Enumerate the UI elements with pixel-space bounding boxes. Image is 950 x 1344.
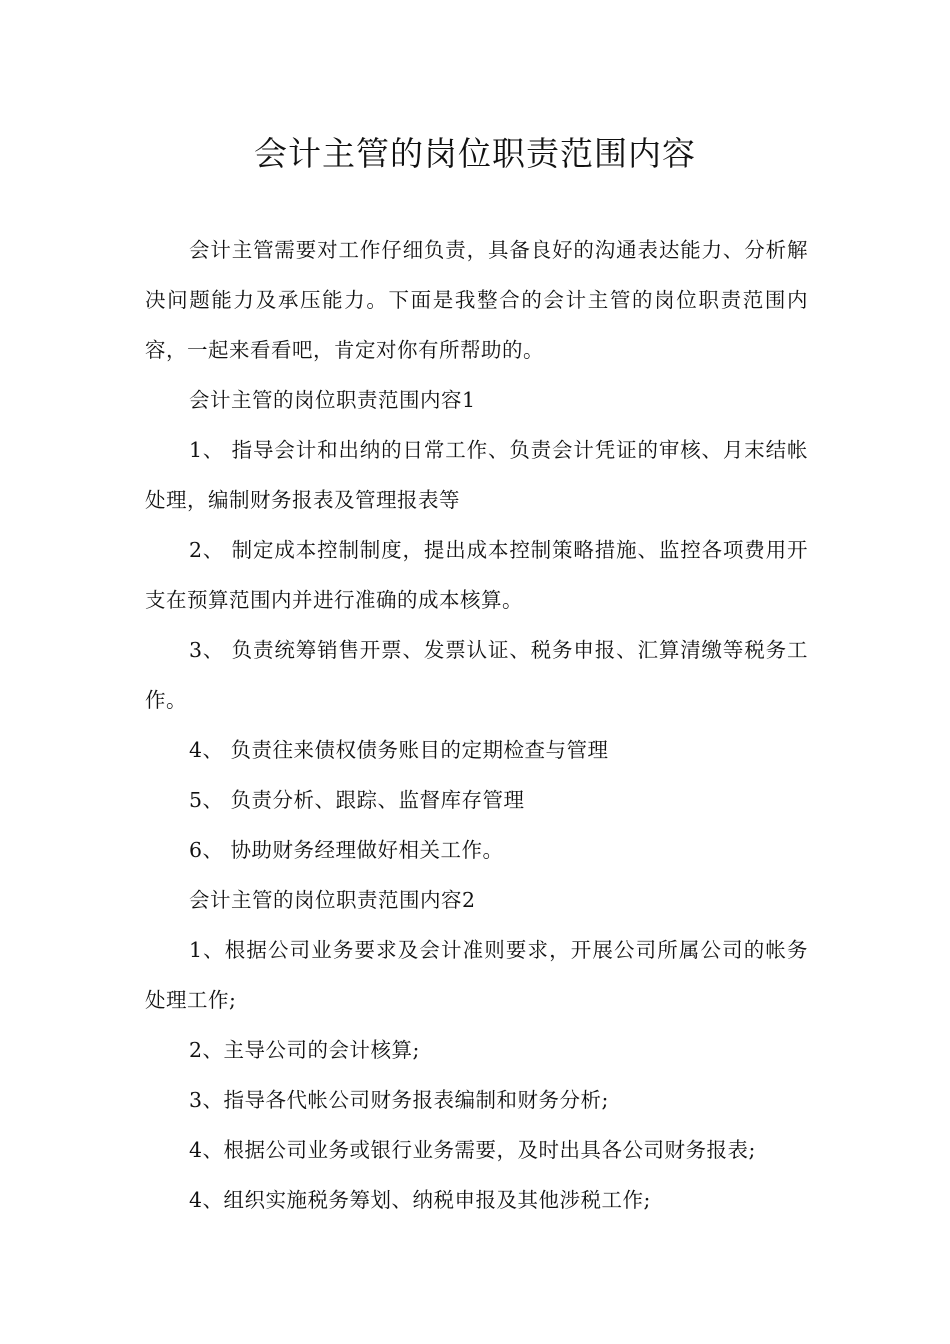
intro-paragraph: 会计主管需要对工作仔细负责，具备良好的沟通表达能力、分析解决问题能力及承压能力。下面是我整合的会计主管的岗位职责范围内容，一起来看看吧，肯定对你有所帮助的。 xyxy=(145,238,808,362)
list-item: 3、指导各代帐公司财务报表编制和财务分析; xyxy=(189,1088,609,1112)
document-body xyxy=(145,225,808,1225)
document-title: 会计主管的岗位职责范围内容 xyxy=(254,134,696,173)
list-item: 4、组织实施税务筹划、纳税申报及其他涉税工作; xyxy=(189,1188,651,1212)
section-heading-1: 会计主管的岗位职责范围内容1 xyxy=(189,388,476,412)
list-item: 6、 协助财务经理做好相关工作。 xyxy=(189,838,504,862)
list-item: 1、根据公司业务要求及会计准则要求，开展公司所属公司的帐务处理工作; xyxy=(145,938,808,1012)
list-item: 2、主导公司的会计核算; xyxy=(189,1038,420,1062)
list-item: 5、 负责分析、跟踪、监督库存管理 xyxy=(189,788,525,812)
section-heading-2: 会计主管的岗位职责范围内容2 xyxy=(189,888,476,912)
list-item: 4、根据公司业务或银行业务需要，及时出具各公司财务报表; xyxy=(189,1138,756,1162)
list-item: 4、 负责往来债权债务账目的定期检查与管理 xyxy=(189,738,609,762)
list-item: 1、 指导会计和出纳的日常工作、负责会计凭证的审核、月末结帐处理，编制财务报表及管理报表等 xyxy=(145,438,808,512)
list-item: 3、 负责统筹销售开票、发票认证、税务申报、汇算清缴等税务工作。 xyxy=(145,638,808,712)
list-item: 2、 制定成本控制制度，提出成本控制策略措施、监控各项费用开支在预算范围内并进行准确的成本核算。 xyxy=(145,538,808,612)
